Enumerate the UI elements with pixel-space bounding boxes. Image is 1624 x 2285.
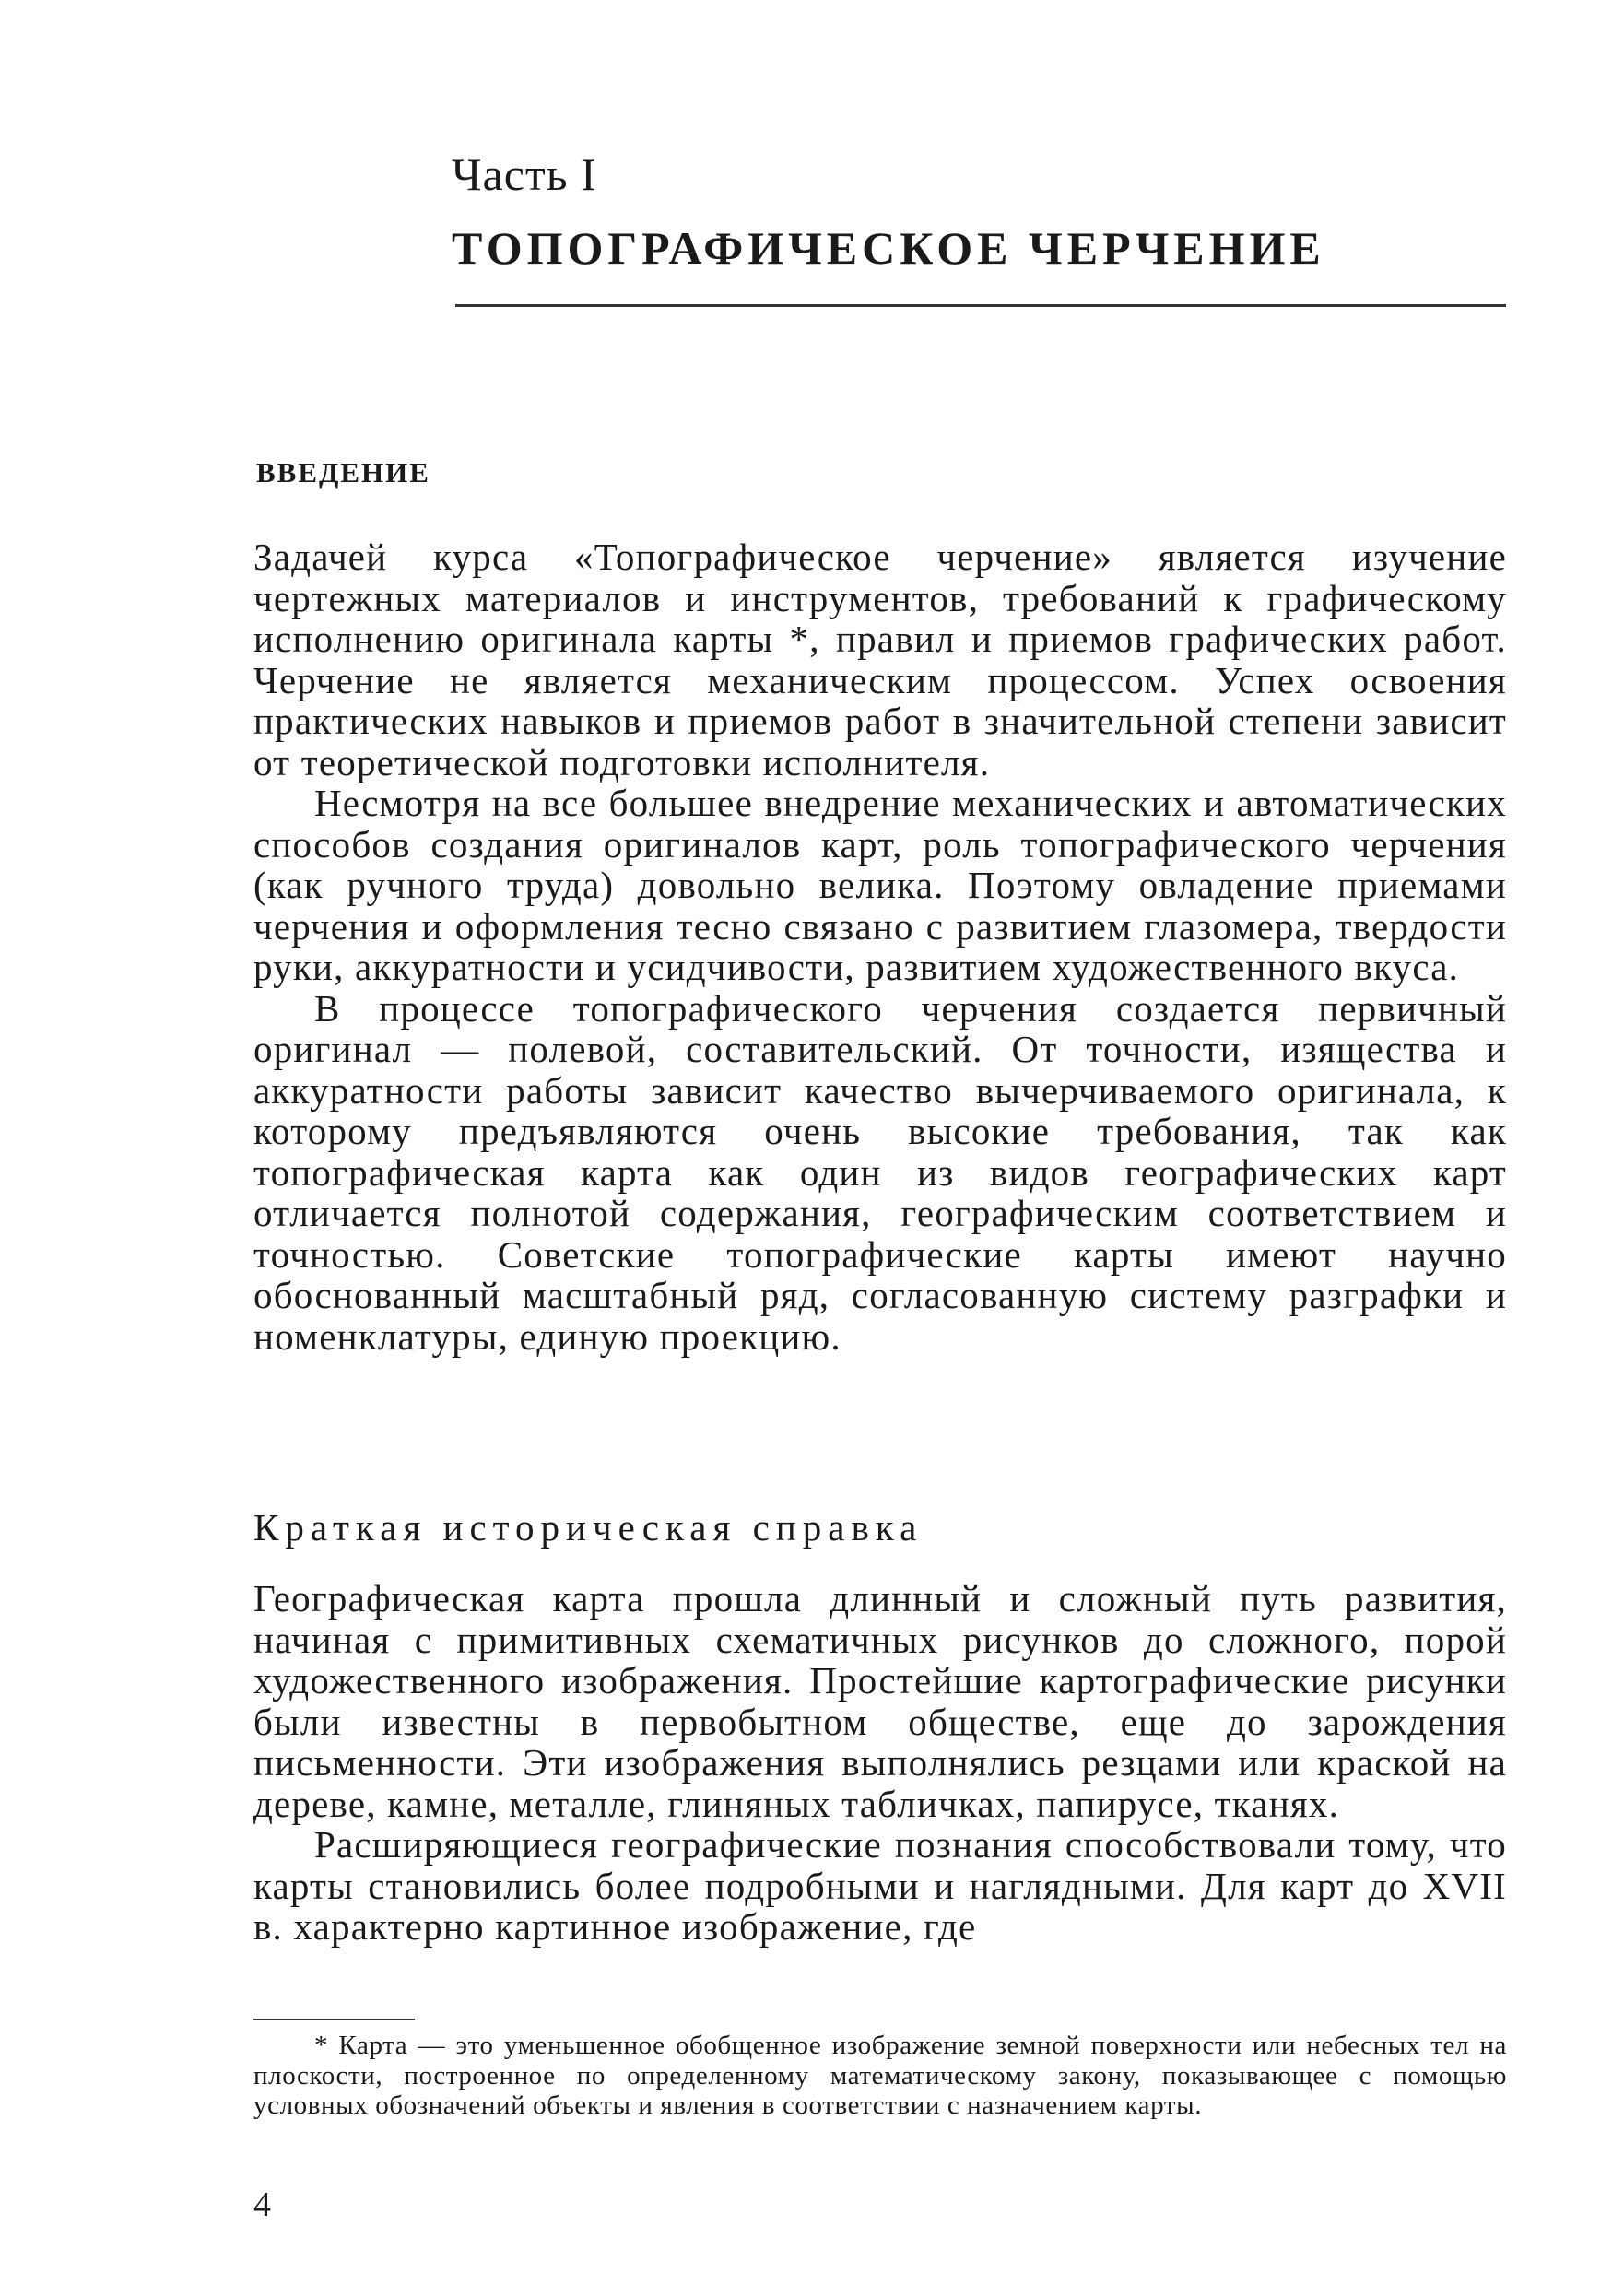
history-paragraph-2: Расширяющиеся географические познания способствовали тому, что карты становились более подробными и наглядными. Для карт до XVII в. характерно картинное изображение, где xyxy=(253,1823,1507,1948)
part-label: Часть I xyxy=(452,148,597,200)
footnote: * Карта — это уменьшенное обобщенное изображение земной поверхности или небесных тел на плоскости, построенное по определенному математическому закону, показывающее с помощью условных обозначений объекты и явления в соответствии с назначением карты. xyxy=(253,2031,1507,2120)
introduction-heading: ВВЕДЕНИЕ xyxy=(256,456,430,489)
history-body xyxy=(253,1578,1507,1948)
introduction-paragraph-3: В процессе топографического черчения создается первичный оригинал — полевой, составительский. От точности, изящества и аккуратности работы зависит качество вычерчиваемого оригинала, к которому предъявляются очень высокие требования, так как топографическая карта как один из видов географических карт отличается полнотой содержания, географическим соответствием и точностью. Советские топографические карты имеют научно обоснованный масштабный ряд, согласованную систему разграфки и номенклатуры, единую проекцию. xyxy=(253,986,1507,1358)
introduction-paragraph-2: Несмотря на все большее внедрение механических и автоматических способов создания оригиналов карт, роль топографического черчения (как ручного труда) довольно велика. Поэтому овладение приемами черчения и оформления тесно связано с развитием глазомера, твердости руки, аккуратности и усидчивости, развитием художественного вкуса. xyxy=(253,782,1507,988)
introduction-paragraph-1: Задачей курса «Топографическое черчение» является изучение чертежных материалов и инструментов, требований к графическому исполнению оригинала карты *, правил и приемов графических работ. Черчение не является механическим процессом. Успех освоения практических навыков и приемов работ в значительной степени зависит от теоретической подготовки исполнителя. xyxy=(253,536,1507,783)
page-number: 4 xyxy=(253,2185,271,2224)
title-divider xyxy=(455,304,1506,307)
history-heading: Краткая историческая справка xyxy=(253,1506,924,1549)
introduction-body xyxy=(253,536,1507,1357)
part-title: ТОПОГРАФИЧЕСКОЕ ЧЕРЧЕНИЕ xyxy=(452,222,1325,274)
history-paragraph-1: Географическая карта прошла длинный и сложный путь развития, начиная с примитивных схематичных рисунков до сложного, порой художественного изображения. Простейшие картографические рисунки были известны в первобытном обществе, еще до зарождения письменности. Эти изображения выполнялись резцами или краской на дереве, камне, металле, глиняных табличках, папирусе, тканях. xyxy=(253,1577,1507,1825)
footnote-divider xyxy=(253,2019,415,2020)
